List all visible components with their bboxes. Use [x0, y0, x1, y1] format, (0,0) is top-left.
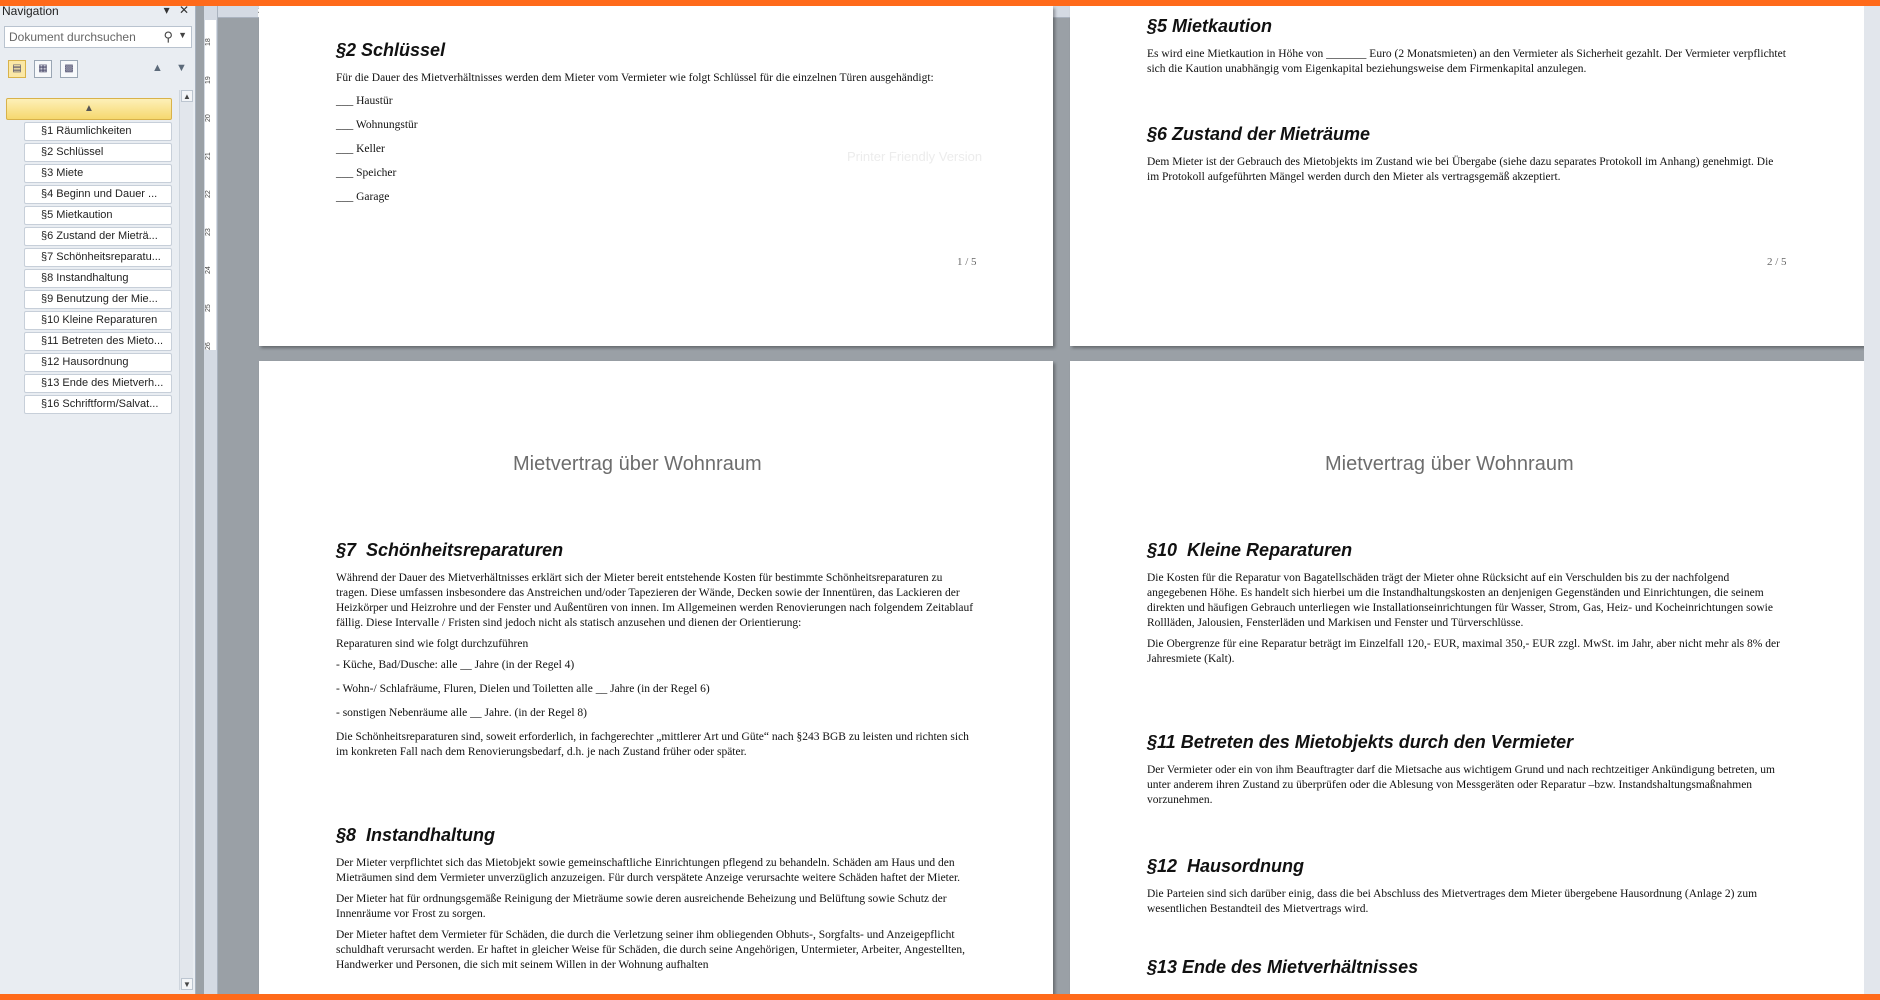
- repair-interval-item: - Küche, Bad/Dusche: alle __ Jahre (in der Regel 4): [336, 659, 575, 671]
- search-icon[interactable]: ⚲: [163, 29, 173, 44]
- paragraph: Die Obergrenze für eine Reparatur beträgt im Einzelfall 120,- EUR, maximal 350,- EUR zzgl. MwSt. im Jahr, aber nicht mehr als 8% der Jahresmiete (Kalt).: [1147, 638, 1780, 665]
- nav-close-icon[interactable]: ✕: [178, 6, 189, 17]
- paragraph: Der Mieter haftet dem Vermieter für Schäden, die durch die Verletzung seiner ihm obliegenden Obhuts-, Sorgfalts- und Anzeigepflicht schuldhaft verursacht werden. Er haftet in gleicher Weise für Schäden, die durch seine Angehörigen, Untermieter, Arbeiter, Angestellten, Handwerker und Personen, die sich mit seinem Willen in der Wohnung aufhalten: [336, 929, 965, 971]
- paragraph: Der Mieter hat für ordnungsgemäße Reinigung der Mieträume sowie deren ausreichende Beheizung und Belüftung sowie Schutz der Innenräume vor Frost zu sorgen.: [336, 893, 947, 920]
- section-heading: §11 Betreten des Mietobjekts durch den Vermieter: [1147, 732, 1574, 752]
- ruler-number: 25: [205, 304, 212, 312]
- key-list-item: ___ Garage: [336, 191, 390, 203]
- scroll-down-icon[interactable]: ▼: [181, 978, 193, 990]
- nav-heading-item[interactable]: §5 Mietkaution: [24, 206, 172, 225]
- paragraph: Der Mieter verpflichtet sich das Mietobjekt sowie gemeinschaftliche Einrichtungen pflegend zu behandeln. Schäden am Haus und den Mieträumen sind dem Vermieter unverzüglich anzuzeigen. Für durch verspätete Anzeige verursachte weitere Schäden haftet der Mieter.: [336, 857, 961, 884]
- paragraph: Für die Dauer des Mietverhältnisses werden dem Mieter vom Vermieter wie folgt Schlüssel für die einzelnen Türen ausgehändigt:: [336, 72, 934, 84]
- section-heading: §8 Instandhaltung: [336, 825, 496, 845]
- page-3: [259, 361, 1053, 994]
- ruler-number: 22: [205, 190, 212, 198]
- document-scrollbar[interactable]: [1864, 6, 1880, 994]
- nav-heading-item[interactable]: §7 Schönheitsreparatu...: [24, 248, 172, 267]
- page-1: [259, 6, 1053, 346]
- nav-view-tabs: [4, 58, 192, 84]
- page-4: [1070, 361, 1865, 994]
- nav-heading-item[interactable]: §13 Ende des Mietverh...: [24, 374, 172, 393]
- navigation-pane: [0, 6, 196, 994]
- key-list-item: ___ Keller: [336, 143, 385, 155]
- paragraph: Die Kosten für die Reparatur von Bagatellschäden trägt der Mieter ohne Rücksicht auf ein Verschulden bis zu der nachfolgend angegebenen Höhe. Es handelt sich hierbei um die Instandhaltungskosten an denjenigen Gegenständen und Einrichtungen, die seinem direkten und häufigen Gebrauch unterliegen wie Installationseinrichtungen für Wasser, Strom, Gas, Heiz- und Kocheinrichtungen sowie Rollläden, Jalousien, Fensterläden und Markisen und Fenster und Türverschlüsse.: [1147, 572, 1773, 629]
- paragraph: Es wird eine Mietkaution in Höhe von _______ Euro (2 Monatsmieten) an den Vermieter als Sicherheit gezahlt. Der Vermieter verpflichtet sich die Kaution unabhängig vom Eigenkapital beziehungsweise dem Firmenkapital anzulegen.: [1147, 48, 1786, 75]
- key-list-item: ___ Wohnungstür: [336, 119, 418, 131]
- section-heading: §13 Ende des Mietverhältnisses: [1147, 957, 1419, 977]
- nav-heading-item[interactable]: §10 Kleine Reparaturen: [24, 311, 172, 330]
- nav-heading-item[interactable]: §3 Miete: [24, 164, 172, 183]
- nav-header: [0, 6, 195, 20]
- page-2: [1070, 6, 1865, 346]
- section-heading: §2 Schlüssel: [336, 40, 446, 60]
- nav-top-heading[interactable]: ▲: [6, 98, 172, 120]
- results-view-icon[interactable]: ▩: [60, 60, 78, 78]
- ruler-number: 18: [205, 38, 212, 46]
- nav-heading-item[interactable]: §4 Beginn und Dauer ...: [24, 185, 172, 204]
- section-heading: §6 Zustand der Mieträume: [1147, 124, 1371, 144]
- word-window: [0, 6, 1880, 994]
- ruler-number: 26: [205, 342, 212, 350]
- nav-heading-item[interactable]: §11 Betreten des Mieto...: [24, 332, 172, 351]
- ruler-number: 24: [205, 266, 212, 274]
- vertical-ruler[interactable]: [204, 6, 218, 994]
- nav-search-input[interactable]: [4, 26, 192, 48]
- paragraph: Dem Mieter ist der Gebrauch des Mietobjekts im Zustand wie bei Übergabe (siehe dazu separates Protokoll im Anhang) genehmigt. Die im Protokoll aufgeführten Mängel werden durch den Mieter als vertragsgemäß akzeptiert.: [1147, 156, 1774, 183]
- nav-heading-item[interactable]: §1 Räumlichkeiten: [24, 122, 172, 141]
- section-heading: §7 Schönheitsreparaturen: [336, 540, 564, 560]
- nav-scrollbar[interactable]: [179, 90, 193, 990]
- repair-interval-item: - sonstigen Nebenräume alle __ Jahre. (in der Regel 8): [336, 707, 587, 719]
- section-heading: §10 Kleine Reparaturen: [1147, 540, 1353, 560]
- key-list-item: ___ Haustür: [336, 95, 393, 107]
- ruler-number: 20: [205, 114, 212, 122]
- nav-title: Navigation: [2, 6, 59, 18]
- section-heading: §12 Hausordnung: [1147, 856, 1305, 876]
- ruler-number: 21: [205, 152, 212, 160]
- nav-heading-item[interactable]: §2 Schlüssel: [24, 143, 172, 162]
- paragraph: Die Schönheitsreparaturen sind, soweit erforderlich, in fachgerechter „mittlerer Art und Güte“ nach §243 BGB zu leisten und richten sich im konkreten Fall nach dem Renovierungsbedarf, d.h. je nach Zustand früher oder später.: [336, 731, 969, 758]
- nav-heading-item[interactable]: §8 Instandhaltung: [24, 269, 172, 288]
- key-list-item: ___ Speicher: [336, 167, 397, 179]
- ruler-number: 19: [205, 76, 212, 84]
- headings-view-icon[interactable]: ▤: [8, 60, 26, 78]
- nav-heading-item[interactable]: §12 Hausordnung: [24, 353, 172, 372]
- nav-heading-list: [6, 98, 172, 416]
- ruler-number: 23: [205, 228, 212, 236]
- pages-view-icon[interactable]: ▦: [34, 60, 52, 78]
- paragraph: Während der Dauer des Mietverhältnisses erklärt sich der Mieter bereit entstehende Kosten für bestimmte Schönheitsreparaturen zu tragen. Diese umfassen insbesondere das Anstreichen und/oder Tapezieren der Wände, Decken sowie der Innentüren, das Lackieren der Heizkörper und Heizrohre und der Fenster und Außentüren von innen. Im Allgemeinen werden Renovierungen nach folgendem Zeitablauf fällig. Diese Intervalle / Fristen sind jedoch nicht als statisch anzusehen und dienen der Orientierung:: [336, 572, 974, 629]
- nav-heading-item[interactable]: §9 Benutzung der Mie...: [24, 290, 172, 309]
- nav-search-placeholder: Dokument durchsuchen: [9, 30, 136, 44]
- watermark: Printer Friendly Version: [847, 149, 983, 164]
- paragraph: Der Vermieter oder ein von ihm Beauftragter darf die Mietsache aus wichtigem Grund und nach rechtzeitiger Ankündigung betreten, um unter anderem ihren Zustand zu überprüfen oder die Ablesung von Messgeräten oder Reparatur –bzw. Instandshaltungsmaßnahmen vorzunehmen.: [1147, 764, 1775, 806]
- paragraph: Reparaturen sind wie folgt durchzuführen: [336, 638, 529, 650]
- page-number: 1 / 5: [957, 256, 977, 268]
- scroll-up-icon[interactable]: ▲: [181, 90, 193, 102]
- nav-menu-icon[interactable]: ▾: [163, 6, 170, 17]
- nav-heading-item[interactable]: §16 Schriftform/Salvat...: [24, 395, 172, 414]
- document-title: Mietvertrag über Wohnraum: [1325, 453, 1574, 475]
- document-title: Mietvertrag über Wohnraum: [513, 453, 762, 475]
- nav-heading-item[interactable]: §6 Zustand der Mieträ...: [24, 227, 172, 246]
- previous-heading-icon[interactable]: ▲: [152, 62, 163, 74]
- section-heading: §5 Mietkaution: [1147, 16, 1273, 36]
- page-number: 2 / 5: [1767, 256, 1787, 268]
- search-dropdown-icon[interactable]: ▼: [178, 30, 187, 40]
- repair-interval-item: - Wohn-/ Schlafräume, Fluren, Dielen und Toiletten alle __ Jahre (in der Regel 6): [336, 683, 710, 695]
- next-heading-icon[interactable]: ▼: [176, 62, 187, 74]
- paragraph: Die Parteien sind sich darüber einig, dass die bei Abschluss des Mietvertrages dem Mieter übergebene Hausordnung (Anlage 2) zum wesentlichen Bestandteil des Mietvertrags wird.: [1147, 888, 1758, 915]
